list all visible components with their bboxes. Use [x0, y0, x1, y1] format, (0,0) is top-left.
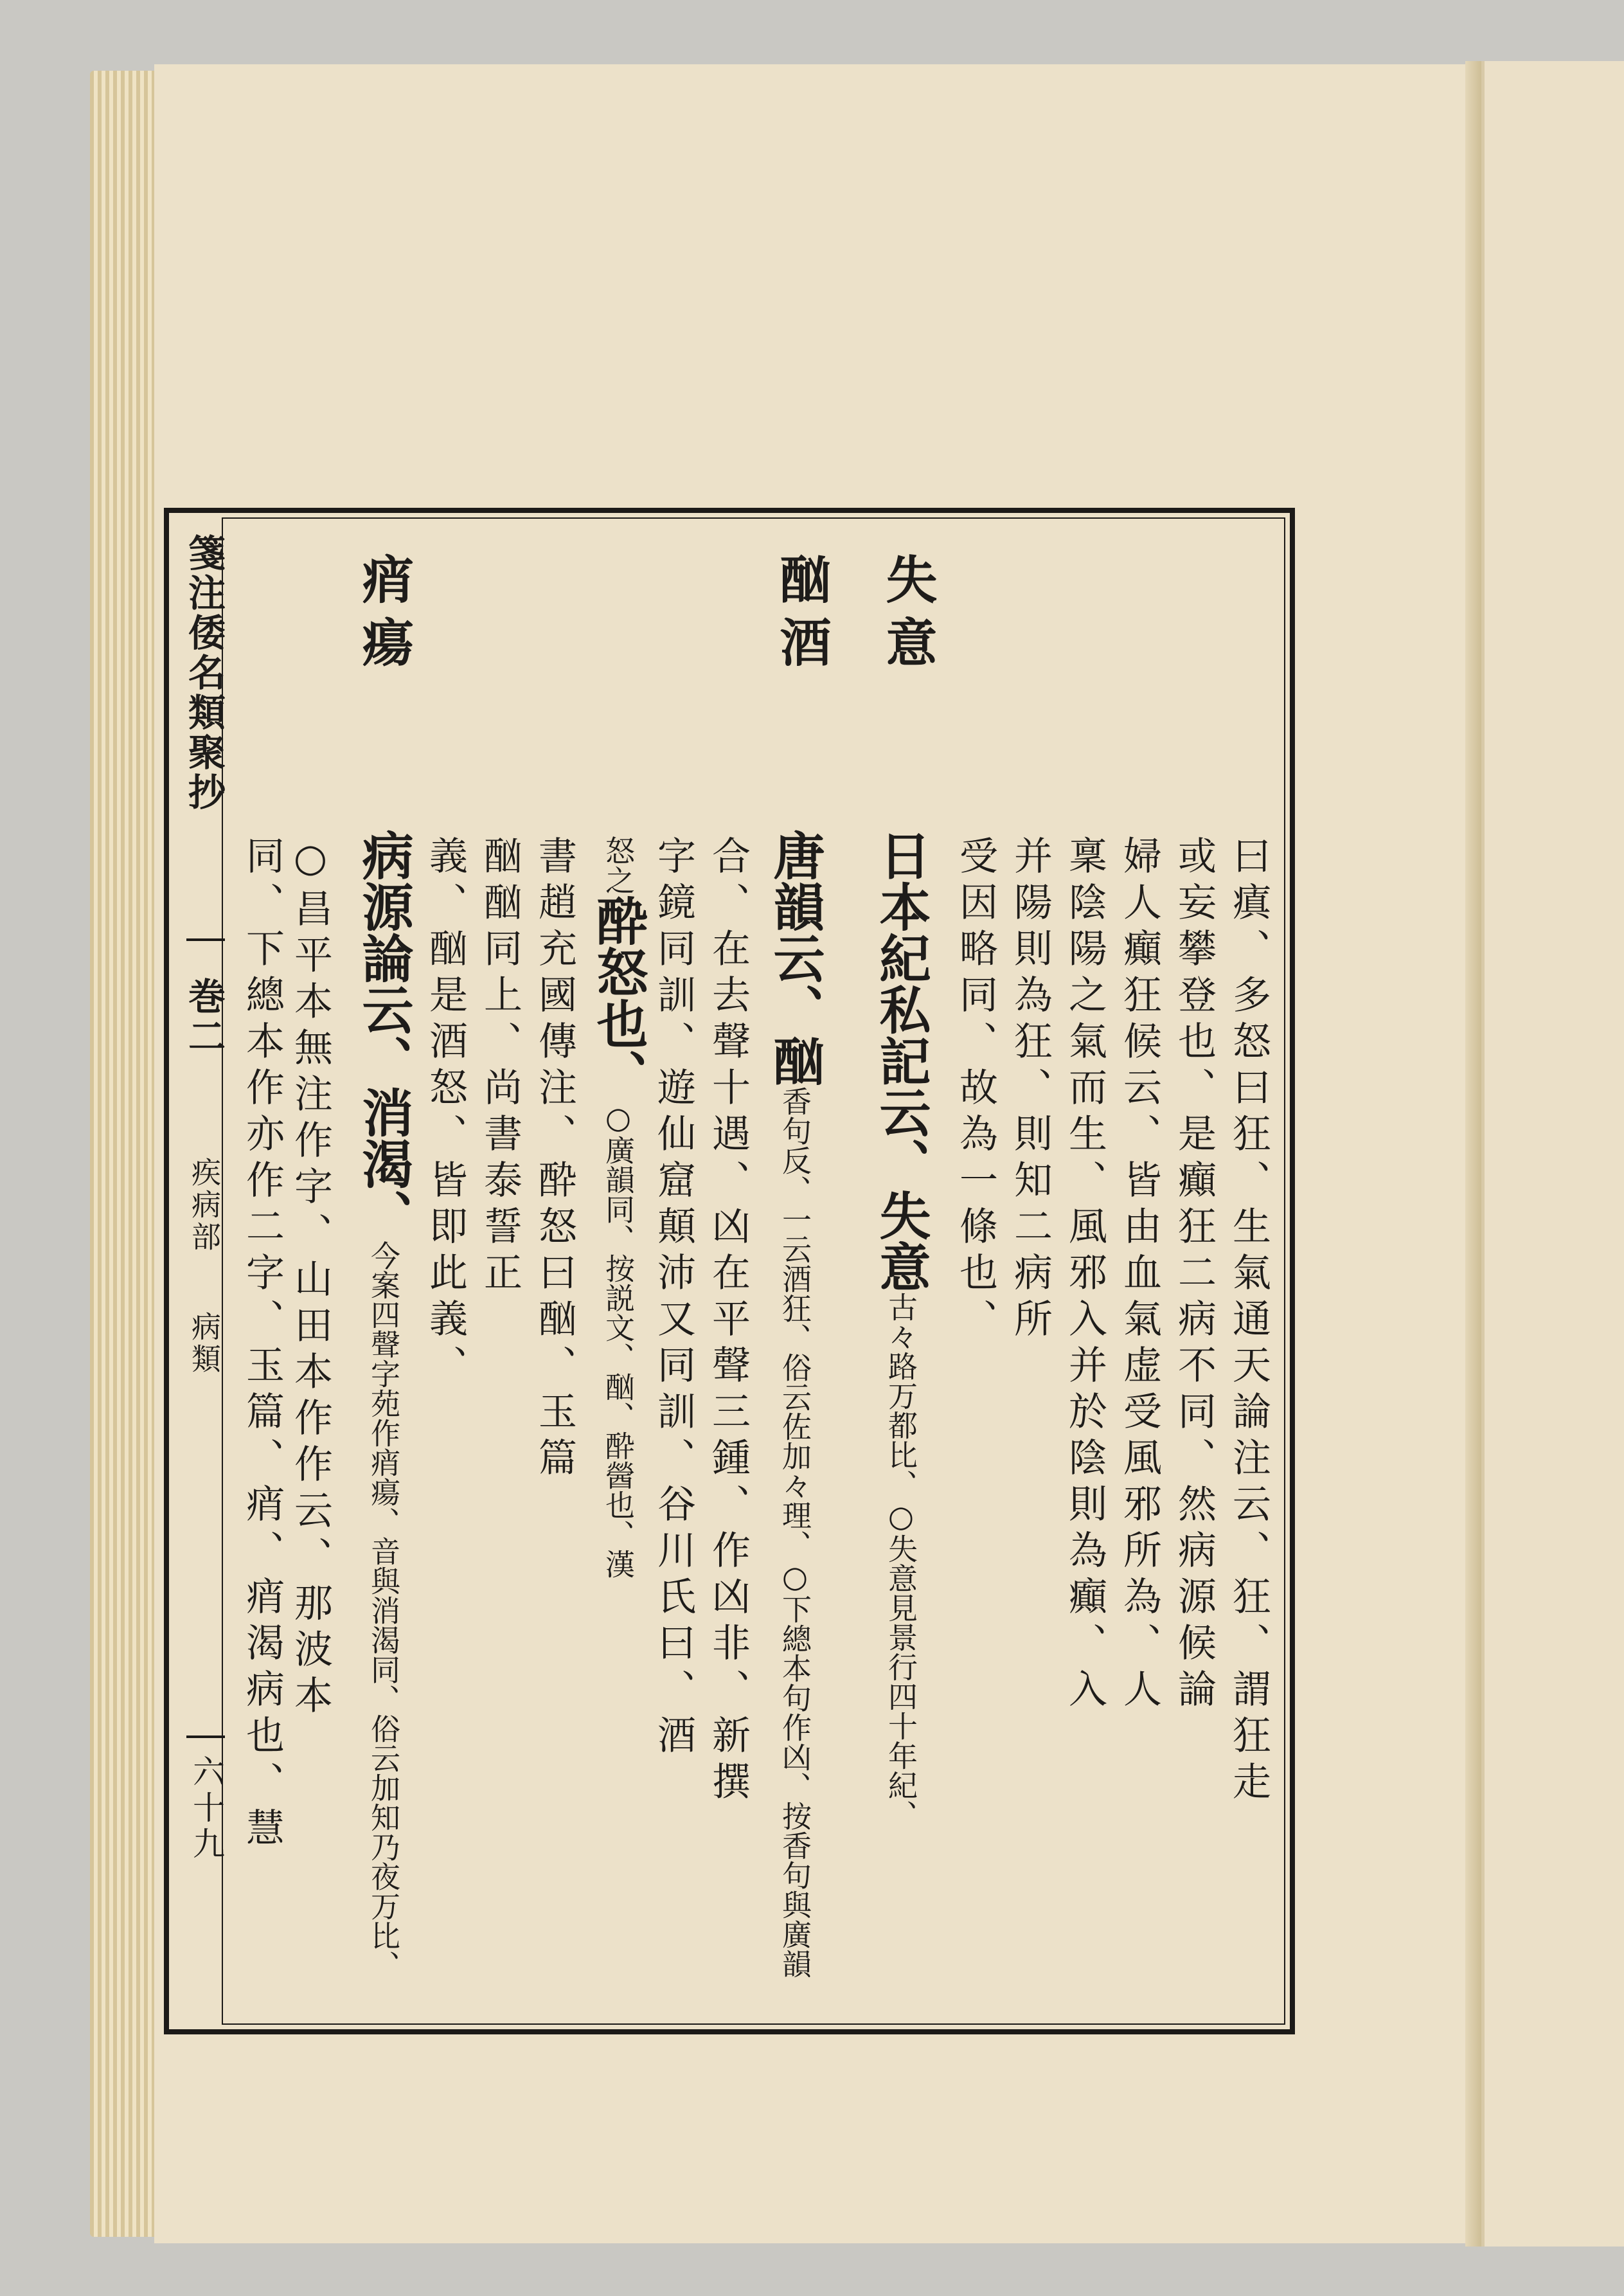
volume-label: 巻二: [182, 977, 226, 1057]
text-column: 字鏡同訓、遊仙窟顛沛又同訓、谷川氏曰、酒: [651, 836, 696, 1761]
text-column: 同、下總本作亦作二字、玉篇、痟、痟渴病也、慧: [240, 836, 285, 1854]
text-column: 書趙充國傳注、酔怒曰酗、玉篇: [532, 836, 577, 1484]
text-column: 或妄攀登也、是癲狂二病不同、然病源候論: [1172, 836, 1217, 1715]
section-label: 疾病部: [187, 1157, 222, 1253]
text-column: 稟陰陽之氣而生、風邪入并於陰則為癲、入: [1062, 836, 1107, 1715]
entry-text: [758, 829, 832, 1978]
facing-page: [1481, 61, 1624, 2247]
entry-main-text: 日本紀私記云、失意: [871, 829, 931, 1292]
entry-note: 香句反、一云酒狂、俗云佐加々理、○下總本句作凶、按香句與廣韻: [778, 1086, 812, 1978]
entry-heading: 失意: [877, 553, 938, 679]
text-column: 酗酗同上、尚書泰誓正: [477, 836, 522, 1298]
entry-note: 怒之: [601, 836, 636, 895]
text-column: 婦人癲狂候云、皆由血氣虚受風邪所為、人: [1117, 836, 1162, 1715]
text-column: 義、酗是酒怒、皆即此義、: [423, 836, 468, 1391]
entry-main-text: 酔怒也、: [588, 895, 648, 1100]
entry-main-text: 病源論云、消渴、: [353, 829, 414, 1241]
entry-heading: 痟瘍: [353, 553, 414, 679]
entry-note: 古々路万都比、○失意見景行四十年紀、: [884, 1292, 918, 1829]
subsection-label: 病類: [187, 1311, 222, 1376]
text-column: 合、在去聲十遇、凶在平聲三鍾、作凶非、新撰: [706, 836, 751, 1807]
text-column: 曰瘨、多怒曰狂、生氣通天論注云、狂、謂狂走: [1226, 836, 1271, 1807]
entry-note: ○廣韻同、按説文、酗、酔醟也、漢: [601, 1100, 636, 1579]
entry-text: [347, 829, 421, 1980]
margin-rule: [186, 938, 225, 941]
page-number: 六十九: [188, 1755, 225, 1863]
entry-text: [864, 829, 938, 1829]
text-column: 受因略同、故為一條也、: [953, 836, 998, 1345]
book-title: 箋注倭名類聚抄: [182, 534, 226, 812]
entry-note: 今案四聲字苑作痟瘍、音與消渴同、俗云加知乃夜万比、: [366, 1241, 401, 1980]
entry-text: [582, 836, 656, 1579]
entry-main-text: 唐韻云、酗: [765, 829, 825, 1086]
text-column: 并陽則為狂、則知二病所: [1008, 836, 1053, 1345]
text-column: ○昌平本無注作字、山田本作作云、那波本: [288, 836, 333, 1721]
margin-rule: [186, 1735, 225, 1738]
entry-heading: 酗酒: [771, 553, 832, 679]
